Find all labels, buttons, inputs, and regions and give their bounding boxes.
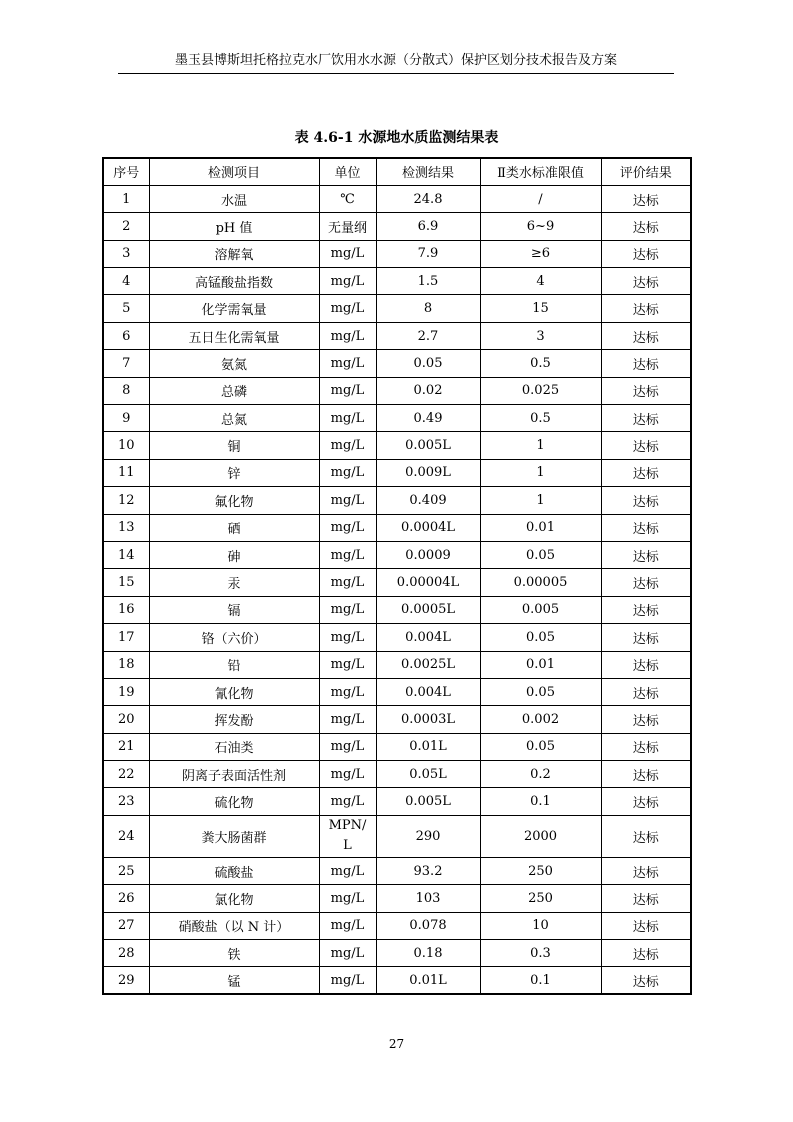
test-result-cell: 0.078 — [376, 912, 480, 939]
table-row — [103, 185, 691, 212]
unit-cell: mg/L — [319, 350, 376, 377]
evaluation-result-cell: 达标 — [601, 569, 691, 596]
unit-cell: ℃ — [319, 185, 376, 212]
test-item-cell: 铅 — [149, 651, 319, 678]
test-result-cell: 24.8 — [376, 185, 480, 212]
table-row — [103, 569, 691, 596]
unit-cell: 无量纲 — [319, 213, 376, 240]
table-row — [103, 240, 691, 267]
test-item-cell: 五日生化需氧量 — [149, 322, 319, 349]
table-row — [103, 761, 691, 788]
test-result-cell: 0.01L — [376, 733, 480, 760]
water-quality-table — [102, 157, 692, 995]
row-number-cell: 27 — [103, 912, 149, 939]
standard-limit-cell: 6~9 — [480, 213, 601, 240]
row-number-cell: 15 — [103, 569, 149, 596]
test-item-cell: 锰 — [149, 967, 319, 994]
test-item-cell: 硫酸盐 — [149, 857, 319, 884]
standard-limit-cell: 1 — [480, 432, 601, 459]
unit-cell: mg/L — [319, 295, 376, 322]
table-row — [103, 788, 691, 815]
standard-limit-cell: 0.05 — [480, 678, 601, 705]
row-number-cell: 22 — [103, 761, 149, 788]
standard-limit-cell: 1 — [480, 487, 601, 514]
table-row — [103, 377, 691, 404]
row-number-cell: 9 — [103, 405, 149, 432]
evaluation-result-cell: 达标 — [601, 377, 691, 404]
evaluation-result-cell: 达标 — [601, 788, 691, 815]
evaluation-result-cell: 达标 — [601, 857, 691, 884]
row-number-cell: 3 — [103, 240, 149, 267]
table-header-row — [103, 158, 691, 185]
unit-cell: mg/L — [319, 596, 376, 623]
table-caption: 表 4.6-1 水源地水质监测结果表 — [294, 130, 499, 146]
standard-limit-cell: 4 — [480, 268, 601, 295]
test-result-cell: 8 — [376, 295, 480, 322]
unit-cell: mg/L — [319, 322, 376, 349]
unit-cell: MPN/ L — [319, 815, 376, 857]
test-item-cell: 挥发酚 — [149, 706, 319, 733]
evaluation-result-cell: 达标 — [601, 678, 691, 705]
unit-cell: mg/L — [319, 268, 376, 295]
test-result-cell: 0.409 — [376, 487, 480, 514]
evaluation-result-cell: 达标 — [601, 885, 691, 912]
evaluation-result-cell: 达标 — [601, 432, 691, 459]
test-item-cell: 总磷 — [149, 377, 319, 404]
test-result-cell: 0.004L — [376, 624, 480, 651]
evaluation-result-cell: 达标 — [601, 350, 691, 377]
evaluation-result-cell: 达标 — [601, 733, 691, 760]
test-result-cell: 0.0005L — [376, 596, 480, 623]
test-item-cell: 高锰酸盐指数 — [149, 268, 319, 295]
standard-limit-cell: 0.002 — [480, 706, 601, 733]
evaluation-result-cell: 达标 — [601, 912, 691, 939]
test-item-cell: 铁 — [149, 940, 319, 967]
standard-limit-cell: 0.1 — [480, 788, 601, 815]
table-row — [103, 432, 691, 459]
test-item-cell: pH 值 — [149, 213, 319, 240]
evaluation-result-cell: 达标 — [601, 268, 691, 295]
table-row — [103, 213, 691, 240]
evaluation-result-cell: 达标 — [601, 240, 691, 267]
unit-cell: mg/L — [319, 885, 376, 912]
evaluation-result-cell: 达标 — [601, 815, 691, 857]
evaluation-result-cell: 达标 — [601, 940, 691, 967]
row-number-cell: 7 — [103, 350, 149, 377]
test-item-cell: 粪大肠菌群 — [149, 815, 319, 857]
standard-limit-cell: 1 — [480, 459, 601, 486]
test-result-cell: 93.2 — [376, 857, 480, 884]
row-number-cell: 4 — [103, 268, 149, 295]
table-row — [103, 912, 691, 939]
standard-limit-cell: 0.01 — [480, 651, 601, 678]
row-number-cell: 6 — [103, 322, 149, 349]
column-header: 单位 — [319, 158, 376, 185]
standard-limit-cell: 0.3 — [480, 940, 601, 967]
test-item-cell: 水温 — [149, 185, 319, 212]
test-item-cell: 氟化物 — [149, 487, 319, 514]
standard-limit-cell: 15 — [480, 295, 601, 322]
standard-limit-cell: 0.5 — [480, 350, 601, 377]
row-number-cell: 14 — [103, 541, 149, 568]
page-number: 27 — [388, 1037, 405, 1051]
standard-limit-cell: 0.05 — [480, 624, 601, 651]
table-row — [103, 596, 691, 623]
test-result-cell: 290 — [376, 815, 480, 857]
test-item-cell: 锌 — [149, 459, 319, 486]
row-number-cell: 16 — [103, 596, 149, 623]
test-item-cell: 砷 — [149, 541, 319, 568]
test-result-cell: 0.05 — [376, 350, 480, 377]
test-result-cell: 2.7 — [376, 322, 480, 349]
test-item-cell: 氨氮 — [149, 350, 319, 377]
standard-limit-cell: 10 — [480, 912, 601, 939]
test-result-cell: 0.49 — [376, 405, 480, 432]
table-row — [103, 624, 691, 651]
evaluation-result-cell: 达标 — [601, 322, 691, 349]
running-header: 墨玉县博斯坦托格拉克水厂饮用水水源（分散式）保护区划分技术报告及方案 — [174, 53, 617, 68]
unit-cell: mg/L — [319, 706, 376, 733]
test-item-cell: 镉 — [149, 596, 319, 623]
test-result-cell: 0.05L — [376, 761, 480, 788]
test-result-cell: 0.0009 — [376, 541, 480, 568]
test-item-cell: 总氮 — [149, 405, 319, 432]
table-row — [103, 678, 691, 705]
test-item-cell: 汞 — [149, 569, 319, 596]
standard-limit-cell: 250 — [480, 885, 601, 912]
test-item-cell: 石油类 — [149, 733, 319, 760]
table-row — [103, 706, 691, 733]
test-item-cell: 硝酸盐（以 N 计） — [149, 912, 319, 939]
test-item-cell: 阴离子表面活性剂 — [149, 761, 319, 788]
table-row — [103, 487, 691, 514]
row-number-cell: 20 — [103, 706, 149, 733]
unit-cell: mg/L — [319, 432, 376, 459]
test-item-cell: 氰化物 — [149, 678, 319, 705]
test-result-cell: 0.004L — [376, 678, 480, 705]
test-result-cell: 1.5 — [376, 268, 480, 295]
test-item-cell: 溶解氧 — [149, 240, 319, 267]
unit-cell: mg/L — [319, 514, 376, 541]
evaluation-result-cell: 达标 — [601, 295, 691, 322]
unit-cell: mg/L — [319, 940, 376, 967]
unit-cell: mg/L — [319, 761, 376, 788]
row-number-cell: 29 — [103, 967, 149, 994]
unit-cell: mg/L — [319, 624, 376, 651]
evaluation-result-cell: 达标 — [601, 459, 691, 486]
test-item-cell: 铜 — [149, 432, 319, 459]
test-item-cell: 氯化物 — [149, 885, 319, 912]
evaluation-result-cell: 达标 — [601, 405, 691, 432]
standard-limit-cell: 0.2 — [480, 761, 601, 788]
test-result-cell: 0.0025L — [376, 651, 480, 678]
row-number-cell: 1 — [103, 185, 149, 212]
column-header: 检测结果 — [376, 158, 480, 185]
evaluation-result-cell: 达标 — [601, 651, 691, 678]
evaluation-result-cell: 达标 — [601, 541, 691, 568]
standard-limit-cell: ≥6 — [480, 240, 601, 267]
standard-limit-cell: 2000 — [480, 815, 601, 857]
unit-cell: mg/L — [319, 651, 376, 678]
unit-cell: mg/L — [319, 857, 376, 884]
table-row — [103, 857, 691, 884]
unit-cell: mg/L — [319, 377, 376, 404]
row-number-cell: 12 — [103, 487, 149, 514]
unit-cell: mg/L — [319, 487, 376, 514]
unit-cell: mg/L — [319, 967, 376, 994]
row-number-cell: 13 — [103, 514, 149, 541]
evaluation-result-cell: 达标 — [601, 514, 691, 541]
test-result-cell: 0.009L — [376, 459, 480, 486]
column-header: Ⅱ类水标准限值 — [480, 158, 601, 185]
row-number-cell: 28 — [103, 940, 149, 967]
table-row — [103, 350, 691, 377]
test-result-cell: 0.02 — [376, 377, 480, 404]
column-header: 评价结果 — [601, 158, 691, 185]
test-item-cell: 铬（六价） — [149, 624, 319, 651]
table-row — [103, 940, 691, 967]
standard-limit-cell: 3 — [480, 322, 601, 349]
unit-cell: mg/L — [319, 240, 376, 267]
test-result-cell: 0.18 — [376, 940, 480, 967]
table-row — [103, 295, 691, 322]
evaluation-result-cell: 达标 — [601, 761, 691, 788]
row-number-cell: 2 — [103, 213, 149, 240]
column-header: 检测项目 — [149, 158, 319, 185]
unit-cell: mg/L — [319, 405, 376, 432]
unit-cell: mg/L — [319, 912, 376, 939]
test-item-cell: 硒 — [149, 514, 319, 541]
table-row — [103, 459, 691, 486]
evaluation-result-cell: 达标 — [601, 213, 691, 240]
standard-limit-cell: 0.05 — [480, 733, 601, 760]
table-row — [103, 541, 691, 568]
evaluation-result-cell: 达标 — [601, 596, 691, 623]
unit-cell: mg/L — [319, 459, 376, 486]
standard-limit-cell: 0.005 — [480, 596, 601, 623]
test-result-cell: 0.00004L — [376, 569, 480, 596]
header-rule — [118, 73, 674, 74]
unit-cell: mg/L — [319, 788, 376, 815]
test-result-cell: 103 — [376, 885, 480, 912]
row-number-cell: 24 — [103, 815, 149, 857]
row-number-cell: 5 — [103, 295, 149, 322]
row-number-cell: 25 — [103, 857, 149, 884]
unit-cell: mg/L — [319, 569, 376, 596]
standard-limit-cell: 0.05 — [480, 541, 601, 568]
unit-cell: mg/L — [319, 733, 376, 760]
test-result-cell: 6.9 — [376, 213, 480, 240]
evaluation-result-cell: 达标 — [601, 706, 691, 733]
row-number-cell: 23 — [103, 788, 149, 815]
evaluation-result-cell: 达标 — [601, 967, 691, 994]
table-row — [103, 514, 691, 541]
table-row — [103, 268, 691, 295]
unit-cell: mg/L — [319, 541, 376, 568]
test-result-cell: 0.0003L — [376, 706, 480, 733]
table-row — [103, 405, 691, 432]
table-row — [103, 322, 691, 349]
test-result-cell: 0.005L — [376, 432, 480, 459]
test-result-cell: 0.0004L — [376, 514, 480, 541]
row-number-cell: 21 — [103, 733, 149, 760]
test-result-cell: 0.01L — [376, 967, 480, 994]
column-header: 序号 — [103, 158, 149, 185]
standard-limit-cell: 0.5 — [480, 405, 601, 432]
evaluation-result-cell: 达标 — [601, 185, 691, 212]
test-result-cell: 7.9 — [376, 240, 480, 267]
table-row — [103, 733, 691, 760]
row-number-cell: 18 — [103, 651, 149, 678]
table-row — [103, 651, 691, 678]
evaluation-result-cell: 达标 — [601, 487, 691, 514]
standard-limit-cell: 0.1 — [480, 967, 601, 994]
table-row — [103, 815, 691, 857]
row-number-cell: 10 — [103, 432, 149, 459]
standard-limit-cell: / — [480, 185, 601, 212]
test-result-cell: 0.005L — [376, 788, 480, 815]
standard-limit-cell: 0.00005 — [480, 569, 601, 596]
table-row — [103, 967, 691, 994]
row-number-cell: 26 — [103, 885, 149, 912]
table-row — [103, 885, 691, 912]
test-item-cell: 化学需氧量 — [149, 295, 319, 322]
row-number-cell: 11 — [103, 459, 149, 486]
standard-limit-cell: 250 — [480, 857, 601, 884]
standard-limit-cell: 0.025 — [480, 377, 601, 404]
row-number-cell: 19 — [103, 678, 149, 705]
test-item-cell: 硫化物 — [149, 788, 319, 815]
evaluation-result-cell: 达标 — [601, 624, 691, 651]
standard-limit-cell: 0.01 — [480, 514, 601, 541]
unit-cell: mg/L — [319, 678, 376, 705]
row-number-cell: 17 — [103, 624, 149, 651]
row-number-cell: 8 — [103, 377, 149, 404]
